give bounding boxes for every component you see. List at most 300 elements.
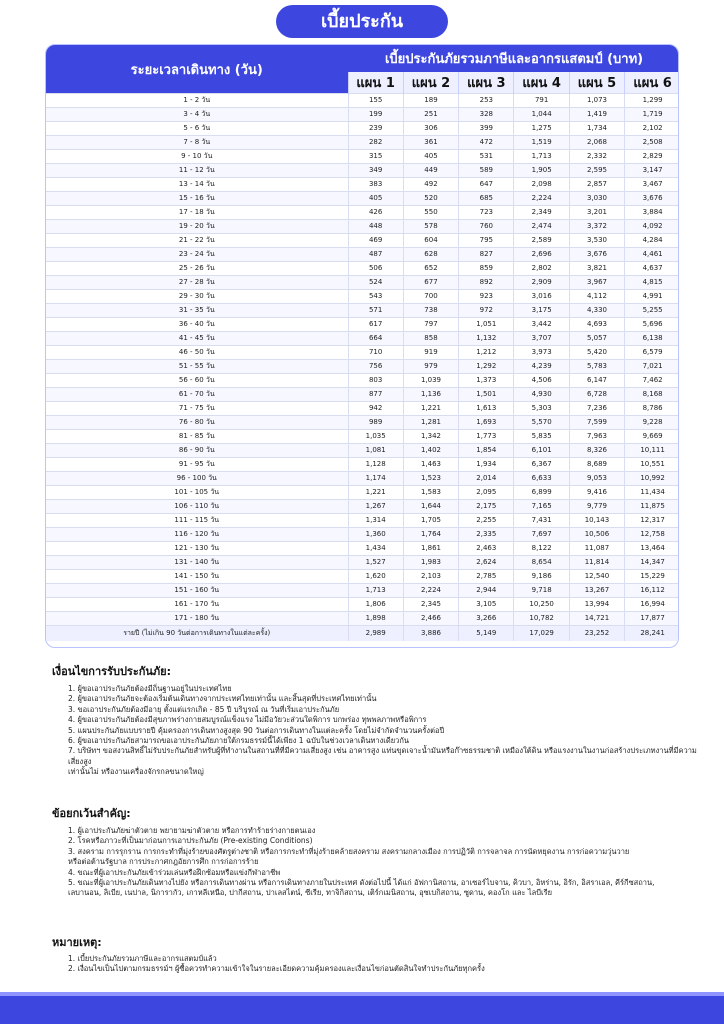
premium-cell: 827 xyxy=(459,248,514,262)
premium-cell: 1,044 xyxy=(514,108,569,122)
table-row xyxy=(46,374,679,388)
duration-cell: 86 - 90 วัน xyxy=(46,444,348,458)
premium-cell: 3,175 xyxy=(514,304,569,318)
duration-cell: 25 - 26 วัน xyxy=(46,262,348,276)
duration-cell: 111 - 115 วัน xyxy=(46,514,348,528)
premium-cell: 328 xyxy=(459,108,514,122)
premium-cell: 506 xyxy=(348,262,403,276)
duration-cell: 13 - 14 วัน xyxy=(46,178,348,192)
premium-cell: 3,973 xyxy=(514,346,569,360)
premium-cell: 1,360 xyxy=(348,528,403,542)
premium-cell: 723 xyxy=(459,206,514,220)
premium-cell: 923 xyxy=(459,290,514,304)
premium-cell: 2,175 xyxy=(459,500,514,514)
duration-cell: 29 - 30 วัน xyxy=(46,290,348,304)
premium-cell: 2,909 xyxy=(514,276,569,290)
premium-cell: 1,039 xyxy=(403,374,458,388)
table-row xyxy=(46,542,679,556)
premium-cell: 2,349 xyxy=(514,206,569,220)
premium-cell: 5,696 xyxy=(625,318,679,332)
duration-cell: 27 - 28 วัน xyxy=(46,276,348,290)
table-row xyxy=(46,416,679,430)
premium-cell: 8,326 xyxy=(569,444,624,458)
premium-cell: 28,241 xyxy=(625,626,679,641)
duration-cell: 51 - 55 วัน xyxy=(46,360,348,374)
list-item: 5. แผนประกันภัยแบบรายปี คุ้มครองการเดินทางสูงสุด 90 วันต่อการเดินทางในแต่ละครั้ง โดยไม่จำกัดจำนวนครั้งต่อปี xyxy=(68,725,445,735)
conditions-heading: เงื่อนไขการรับประกันภัย: xyxy=(52,665,172,678)
premium-cell: 1,734 xyxy=(569,122,624,136)
table-row xyxy=(46,402,679,416)
premium-cell: 17,029 xyxy=(514,626,569,641)
premium-cell: 1,402 xyxy=(403,444,458,458)
list-item: 3. สงคราม การรุกราน การกระทำที่มุ่งร้ายของศัตรูต่างชาติ หรือการกระทำที่มุ่งร้ายคล้ายสงคราม สงครามกลางเมือง การปฏิวัติ การจลาจล การนัดหยุดงาน การก่อความวุ่นวาย xyxy=(68,846,630,856)
premium-cell: 8,689 xyxy=(569,458,624,472)
table-row xyxy=(46,262,679,276)
premium-cell: 892 xyxy=(459,276,514,290)
premium-cell: 1,693 xyxy=(459,416,514,430)
premium-cell: 399 xyxy=(459,122,514,136)
premium-cell: 11,875 xyxy=(625,500,679,514)
premium-cell: 2,589 xyxy=(514,234,569,248)
plan-header: แผน 1 xyxy=(348,72,403,94)
premium-cell: 10,992 xyxy=(625,472,679,486)
premium-cell: 1,613 xyxy=(459,402,514,416)
premium-cell: 4,815 xyxy=(625,276,679,290)
premium-cell: 2,224 xyxy=(514,192,569,206)
premium-cell: 1,314 xyxy=(348,514,403,528)
duration-cell: 19 - 20 วัน xyxy=(46,220,348,234)
premium-cell: 7,963 xyxy=(569,430,624,444)
premium-cell: 13,994 xyxy=(569,598,624,612)
premium-cell: 1,132 xyxy=(459,332,514,346)
premium-cell: 5,783 xyxy=(569,360,624,374)
duration-cell: 121 - 130 วัน xyxy=(46,542,348,556)
duration-cell: 5 - 6 วัน xyxy=(46,122,348,136)
premium-cell: 2,332 xyxy=(569,150,624,164)
premium-cell: 2,696 xyxy=(514,248,569,262)
premium-cell: 1,463 xyxy=(403,458,458,472)
premium-cell: 315 xyxy=(348,150,403,164)
premium-cell: 3,467 xyxy=(625,178,679,192)
premium-cell: 2,098 xyxy=(514,178,569,192)
premium-cell: 628 xyxy=(403,248,458,262)
premium-table xyxy=(45,44,679,648)
premium-cell: 15,229 xyxy=(625,570,679,584)
duration-cell: 96 - 100 วัน xyxy=(46,472,348,486)
premium-cell: 803 xyxy=(348,374,403,388)
premium-cell: 3,530 xyxy=(569,234,624,248)
premium-cell: 13,267 xyxy=(569,584,624,598)
premium-cell: 1,523 xyxy=(403,472,458,486)
premium-cell: 1,905 xyxy=(514,164,569,178)
table-row xyxy=(46,430,679,444)
premium-cell: 16,994 xyxy=(625,598,679,612)
premium-cell: 578 xyxy=(403,220,458,234)
table-row xyxy=(46,220,679,234)
table-row xyxy=(46,178,679,192)
premium-cell: 6,138 xyxy=(625,332,679,346)
list-item: เท่านั้นไม่ หรืองานเครื่องจักรกลขนาดใหญ่ xyxy=(68,767,204,777)
premium-cell: 1,764 xyxy=(403,528,458,542)
premium-cell: 972 xyxy=(459,304,514,318)
premium-cell: 1,719 xyxy=(625,108,679,122)
premium-cell: 10,782 xyxy=(514,612,569,626)
list-item: 1. ผู้เอาประกันภัยฆ่าตัวตาย พยายามฆ่าตัวตาย หรือการทำร้ายร่างกายตนเอง xyxy=(68,826,316,835)
premium-cell: 3,967 xyxy=(569,276,624,290)
premium-cell: 3,707 xyxy=(514,332,569,346)
premium-cell: 9,779 xyxy=(569,500,624,514)
duration-cell: รายปี (ไม่เกิน 90 วันต่อการเดินทางในแต่ละครั้ง) xyxy=(46,626,348,641)
duration-cell: 76 - 80 วัน xyxy=(46,416,348,430)
list-item: 4. ขณะที่ผู้เอาประกันภัยเข้าร่วมเล่นหรือฝึกซ้อมหรือแข่งกีฬาอาชีพ xyxy=(68,867,281,877)
premium-cell: 10,143 xyxy=(569,514,624,528)
plan-header: แผน 6 xyxy=(625,72,679,94)
table-row xyxy=(46,206,679,220)
duration-cell: 15 - 16 วัน xyxy=(46,192,348,206)
duration-cell: 161 - 170 วัน xyxy=(46,598,348,612)
premium-cell: 6,728 xyxy=(569,388,624,402)
premium-cell: 8,786 xyxy=(625,402,679,416)
table-row xyxy=(46,164,679,178)
premium-cell: 492 xyxy=(403,178,458,192)
table-row xyxy=(46,528,679,542)
premium-cell: 3,821 xyxy=(569,262,624,276)
premium-cell: 3,201 xyxy=(569,206,624,220)
premium-cell: 2,944 xyxy=(459,584,514,598)
premium-cell: 2,829 xyxy=(625,150,679,164)
premium-cell: 9,186 xyxy=(514,570,569,584)
table-row xyxy=(46,584,679,598)
table-row xyxy=(46,304,679,318)
premium-cell: 10,551 xyxy=(625,458,679,472)
duration-cell: 46 - 50 วัน xyxy=(46,346,348,360)
premium-cell: 199 xyxy=(348,108,403,122)
premium-cell: 1,073 xyxy=(569,94,624,108)
premium-cell: 1,419 xyxy=(569,108,624,122)
premium-cell: 1,299 xyxy=(625,94,679,108)
premium-cell: 7,236 xyxy=(569,402,624,416)
premium-cell: 349 xyxy=(348,164,403,178)
premium-cell: 13,464 xyxy=(625,542,679,556)
premium-cell: 543 xyxy=(348,290,403,304)
table-row xyxy=(46,122,679,136)
duration-cell: 41 - 45 วัน xyxy=(46,332,348,346)
table-row xyxy=(46,192,679,206)
list-item: หรือต่อต้านรัฐบาล การประกาศกฎอัยการศึก การก่อการร้าย xyxy=(68,857,259,867)
premium-cell: 795 xyxy=(459,234,514,248)
premium-cell: 1,174 xyxy=(348,472,403,486)
premium-cell: 1,898 xyxy=(348,612,403,626)
premium-cell: 9,718 xyxy=(514,584,569,598)
premium-cell: 3,884 xyxy=(625,206,679,220)
premium-cell: 6,367 xyxy=(514,458,569,472)
premium-cell: 23,252 xyxy=(569,626,624,641)
premium-cell: 2,103 xyxy=(403,570,458,584)
premium-cell: 2,466 xyxy=(403,612,458,626)
premium-cell: 3,442 xyxy=(514,318,569,332)
premium-cell: 652 xyxy=(403,262,458,276)
premium-cell: 1,035 xyxy=(348,430,403,444)
table-row xyxy=(46,472,679,486)
duration-cell: 131 - 140 วัน xyxy=(46,556,348,570)
premium-cell: 858 xyxy=(403,332,458,346)
premium-cell: 1,342 xyxy=(403,430,458,444)
premium-cell: 859 xyxy=(459,262,514,276)
premium-cell: 1,221 xyxy=(403,402,458,416)
table-row xyxy=(46,94,679,108)
duration-cell: 36 - 40 วัน xyxy=(46,318,348,332)
premium-cell: 531 xyxy=(459,150,514,164)
list-item: 5. ขณะที่ผู้เอาประกันภัยเดินทางไปยัง หรือการเดินทางผ่าน หรือการเดินทางภายในประเทศ ดังต่อไปนี้ ได้แก่ อัฟกานิสถาน, อาเซอร์ไบจาน, คิวบา, อิหร่าน, อิรัก, อิสราเอล, คีร์กีซสถาน, xyxy=(68,878,655,888)
premium-cell: 1,983 xyxy=(403,556,458,570)
premium-cell: 5,570 xyxy=(514,416,569,430)
premium-cell: 756 xyxy=(348,360,403,374)
premium-cell: 1,292 xyxy=(459,360,514,374)
table-row xyxy=(46,346,679,360)
table-row xyxy=(46,290,679,304)
premium-cell: 604 xyxy=(403,234,458,248)
table-row xyxy=(46,556,679,570)
premium-cell: 2,224 xyxy=(403,584,458,598)
premium-cell: 11,087 xyxy=(569,542,624,556)
duration-cell: 17 - 18 วัน xyxy=(46,206,348,220)
premium-cell: 942 xyxy=(348,402,403,416)
premium-cell: 5,149 xyxy=(459,626,514,641)
premium-cell: 9,228 xyxy=(625,416,679,430)
premium-cell: 3,266 xyxy=(459,612,514,626)
premium-cell: 9,416 xyxy=(569,486,624,500)
premium-cell: 2,014 xyxy=(459,472,514,486)
premium-cell: 1,221 xyxy=(348,486,403,500)
premium-cell: 550 xyxy=(403,206,458,220)
premium-cell: 4,092 xyxy=(625,220,679,234)
premium-cell: 7,431 xyxy=(514,514,569,528)
premium-cell: 1,854 xyxy=(459,444,514,458)
premium-cell: 4,239 xyxy=(514,360,569,374)
premium-cell: 2,508 xyxy=(625,136,679,150)
premium-cell: 16,112 xyxy=(625,584,679,598)
duration-cell: 81 - 85 วัน xyxy=(46,430,348,444)
premium-cell: 685 xyxy=(459,192,514,206)
premium-cell: 405 xyxy=(348,192,403,206)
premium-cell: 7,165 xyxy=(514,500,569,514)
premium-cell: 2,095 xyxy=(459,486,514,500)
premium-cell: 2,989 xyxy=(348,626,403,641)
premium-cell: 5,303 xyxy=(514,402,569,416)
premium-cell: 710 xyxy=(348,346,403,360)
premium-cell: 664 xyxy=(348,332,403,346)
duration-cell: 61 - 70 วัน xyxy=(46,388,348,402)
premium-cell: 1,934 xyxy=(459,458,514,472)
premium-cell: 520 xyxy=(403,192,458,206)
premium-cell: 2,474 xyxy=(514,220,569,234)
premium-cell: 1,434 xyxy=(348,542,403,556)
premium-cell: 617 xyxy=(348,318,403,332)
table-row xyxy=(46,500,679,514)
list-item: 4. ผู้ขอเอาประกันภัยต้องมีสุขภาพร่างกายสมบูรณ์แข็งแรง ไม่มีอวัยวะส่วนใดพิการ บกพร่อง ทุพพลภาพหรือพิการ xyxy=(68,715,427,725)
duration-cell: 56 - 60 วัน xyxy=(46,374,348,388)
premium-cell: 383 xyxy=(348,178,403,192)
premium-cell: 487 xyxy=(348,248,403,262)
duration-cell: 101 - 105 วัน xyxy=(46,486,348,500)
premium-cell: 1,081 xyxy=(348,444,403,458)
list-item: เลบานอน, ลิเบีย, เนปาล, นิการากัว, เกาหลีเหนือ, ปากีสถาน, ปาเลสไตน์, ซีเรีย, ทาจิกิสถาน, เติร์กเมนิสถาน, อุซเบกิสถาน, ซูดาน, คองโก และ ไลบีเรีย xyxy=(68,888,553,898)
duration-cell: 11 - 12 วัน xyxy=(46,164,348,178)
premium-cell: 3,016 xyxy=(514,290,569,304)
plan-header: แผน 5 xyxy=(569,72,624,94)
premium-cell: 677 xyxy=(403,276,458,290)
premium-cell: 2,624 xyxy=(459,556,514,570)
premium-cell: 571 xyxy=(348,304,403,318)
premium-cell: 2,857 xyxy=(569,178,624,192)
duration-cell: 1 - 2 วัน xyxy=(46,94,348,108)
premium-cell: 2,068 xyxy=(569,136,624,150)
premium-cell: 2,802 xyxy=(514,262,569,276)
table-row xyxy=(46,598,679,612)
premium-cell: 2,255 xyxy=(459,514,514,528)
premium-cell: 1,527 xyxy=(348,556,403,570)
premium-cell: 919 xyxy=(403,346,458,360)
table-row xyxy=(46,360,679,374)
premium-cell: 3,886 xyxy=(403,626,458,641)
table-row xyxy=(46,612,679,626)
notes-list xyxy=(68,954,708,975)
exclusions-heading: ข้อยกเว้นสำคัญ: xyxy=(52,807,131,820)
premium-cell: 2,345 xyxy=(403,598,458,612)
list-item: 2. เงื่อนไขเป็นไปตามกรมธรรม์ฯ ผู้ซื้อควรทำความเข้าใจในรายละเอียดความคุ้มครองและเงื่อนไขก่อนตัดสินใจทำประกันภัยทุกครั้ง xyxy=(68,964,485,974)
duration-cell: 141 - 150 วัน xyxy=(46,570,348,584)
premium-cell: 4,930 xyxy=(514,388,569,402)
premium-cell: 469 xyxy=(348,234,403,248)
table-row xyxy=(46,388,679,402)
list-item: 1. ผู้ขอเอาประกันภัยต้องมีถิ่นฐานอยู่ในประเทศไทย xyxy=(68,684,232,693)
duration-cell: 151 - 160 วัน xyxy=(46,584,348,598)
list-item: 3. ขอเอาประกันภัยต้องมีอายุ ตั้งแต่แรกเกิด - 85 ปี บริบูรณ์ ณ วันที่เริ่มเอาประกันภัย xyxy=(68,704,340,714)
duration-cell: 106 - 110 วัน xyxy=(46,500,348,514)
premium-cell: 10,506 xyxy=(569,528,624,542)
list-item: 2. ผู้ขอเอาประกันภัยจะต้องเริ่มต้นเดินทางจากประเทศไทยเท่านั้น และสิ้นสุดที่ประเทศไทยเท่านั้น xyxy=(68,694,377,704)
annual-row xyxy=(46,626,679,641)
duration-cell: 91 - 95 วัน xyxy=(46,458,348,472)
premium-cell: 760 xyxy=(459,220,514,234)
premium-cell: 1,501 xyxy=(459,388,514,402)
premium-cell: 2,335 xyxy=(459,528,514,542)
premium-cell: 524 xyxy=(348,276,403,290)
premium-cell: 449 xyxy=(403,164,458,178)
premium-cell: 1,128 xyxy=(348,458,403,472)
page-title: เบี้ยประกัน xyxy=(276,5,448,38)
premium-cell: 6,101 xyxy=(514,444,569,458)
premium-cell: 8,168 xyxy=(625,388,679,402)
premium-cell: 1,620 xyxy=(348,570,403,584)
premium-cell: 251 xyxy=(403,108,458,122)
notes-heading: หมายเหตุ: xyxy=(52,936,102,949)
premium-cell: 989 xyxy=(348,416,403,430)
premium-cell: 4,330 xyxy=(569,304,624,318)
premium-cell: 2,463 xyxy=(459,542,514,556)
premium-cell: 4,506 xyxy=(514,374,569,388)
duration-cell: 9 - 10 วัน xyxy=(46,150,348,164)
premium-cell: 282 xyxy=(348,136,403,150)
plan-header: แผน 2 xyxy=(403,72,458,94)
premium-cell: 979 xyxy=(403,360,458,374)
table-row xyxy=(46,444,679,458)
premium-cell: 3,105 xyxy=(459,598,514,612)
duration-cell: 23 - 24 วัน xyxy=(46,248,348,262)
premium-cell: 738 xyxy=(403,304,458,318)
premium-cell: 1,267 xyxy=(348,500,403,514)
premium-cell: 3,372 xyxy=(569,220,624,234)
premium-cell: 3,030 xyxy=(569,192,624,206)
premium-cell: 14,347 xyxy=(625,556,679,570)
table-row xyxy=(46,332,679,346)
premium-cell: 4,991 xyxy=(625,290,679,304)
duration-cell: 31 - 35 วัน xyxy=(46,304,348,318)
exclusions-list xyxy=(68,826,708,899)
premium-cell: 12,758 xyxy=(625,528,679,542)
table-row xyxy=(46,570,679,584)
premium-cell: 3,676 xyxy=(625,192,679,206)
premium-cell: 10,111 xyxy=(625,444,679,458)
list-item: 6. ผู้ขอเอาประกันภัยสามารถขอเอาประกันภัยภายใต้กรมธรรม์นี้ได้เพียง 1 ฉบับในช่วงเวลาเดินทางเดียวกัน xyxy=(68,736,410,746)
premium-cell: 4,461 xyxy=(625,248,679,262)
premium-cell: 2,785 xyxy=(459,570,514,584)
table-row xyxy=(46,108,679,122)
premium-cell: 6,633 xyxy=(514,472,569,486)
premium-cell: 472 xyxy=(459,136,514,150)
premium-cell: 7,462 xyxy=(625,374,679,388)
premium-cell: 4,637 xyxy=(625,262,679,276)
table-row xyxy=(46,486,679,500)
premium-cell: 589 xyxy=(459,164,514,178)
premium-cell: 1,519 xyxy=(514,136,569,150)
premium-cell: 5,420 xyxy=(569,346,624,360)
premium-cell: 4,284 xyxy=(625,234,679,248)
footer-bar xyxy=(0,996,724,1024)
premium-cell: 3,676 xyxy=(569,248,624,262)
premium-cell: 361 xyxy=(403,136,458,150)
duration-cell: 71 - 75 วัน xyxy=(46,402,348,416)
premium-cell: 7,021 xyxy=(625,360,679,374)
duration-cell: 21 - 22 วัน xyxy=(46,234,348,248)
premium-cell: 1,583 xyxy=(403,486,458,500)
premium-cell: 253 xyxy=(459,94,514,108)
premium-cell: 1,051 xyxy=(459,318,514,332)
premium-cell: 6,147 xyxy=(569,374,624,388)
list-item: 7. บริษัทฯ ขอสงวนสิทธิ์ไม่รับประกันภัยสำหรับผู้ที่ทำงานในสถานที่ที่มีความเสี่ยงสูง เช่น อาคารสูง แท่นขุดเจาะน้ำมันหรือก๊าซธรรมชาติ เหมืองใต้ดิน หรือแรงงานในงานก่อสร้างประเภทงานที่มีความเสี่ยงสูง xyxy=(68,746,697,766)
premium-cell: 12,317 xyxy=(625,514,679,528)
premium-cell: 9,053 xyxy=(569,472,624,486)
premium-cell: 4,112 xyxy=(569,290,624,304)
premium-cell: 1,713 xyxy=(348,584,403,598)
duration-cell: 3 - 4 วัน xyxy=(46,108,348,122)
list-item: 1. เบี้ยประกันภัยรวมภาษีและอากรแสตมป์แล้ว xyxy=(68,954,217,963)
table-row xyxy=(46,234,679,248)
table-row xyxy=(46,248,679,262)
premium-cell: 1,212 xyxy=(459,346,514,360)
premium-cell: 7,599 xyxy=(569,416,624,430)
duration-cell: 7 - 8 วัน xyxy=(46,136,348,150)
premium-cell: 5,255 xyxy=(625,304,679,318)
premium-cell: 791 xyxy=(514,94,569,108)
premium-cell: 9,669 xyxy=(625,430,679,444)
premium-cell: 11,434 xyxy=(625,486,679,500)
premium-cell: 306 xyxy=(403,122,458,136)
premium-cell: 426 xyxy=(348,206,403,220)
premium-cell: 8,122 xyxy=(514,542,569,556)
duration-cell: 171 - 180 วัน xyxy=(46,612,348,626)
premium-cell: 12,540 xyxy=(569,570,624,584)
